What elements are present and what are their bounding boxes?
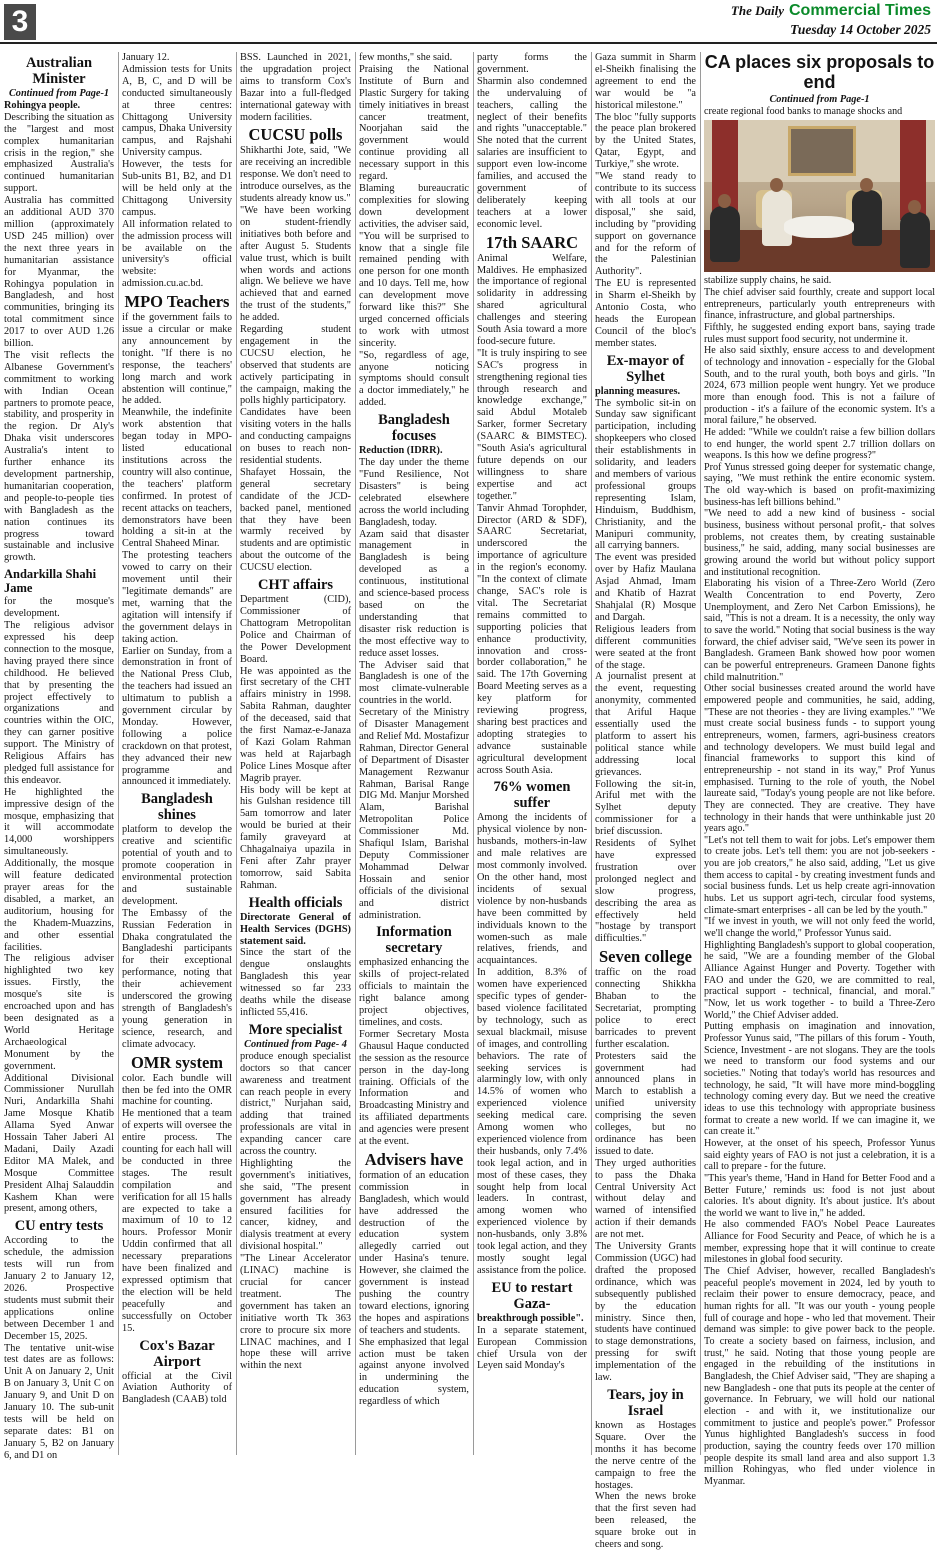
paragraph: Prof Yunus stressed going deeper for systematic change, saying, "We must rethink the entire economic system. The old way-which is based on profit-maximizing business-has left billions behind."	[704, 461, 935, 508]
column-3	[240, 52, 351, 1457]
paragraph: Highlighting the government's initiatives, she said, "The present government has already ensured facilities for cancer, kidney, and dialysis treatment at every divisional hospital."	[240, 1157, 351, 1253]
paragraph: if the government fails to issue a circular or make any announcement by tonight. "If there is no response, the teachers' long march and work abstention will continue," he added.	[122, 312, 232, 407]
paragraph: party forms the government.	[477, 52, 587, 75]
paragraph: The Adviser said that Bangladesh is one of the most climate-vulnerable countries in the world.	[359, 659, 469, 707]
column-2	[122, 52, 232, 1457]
paragraph: Rohingya people.	[4, 99, 81, 111]
paper-brand: Commercial Times	[789, 2, 931, 19]
headline-advisers-have: Advisers have	[364, 1149, 464, 1169]
page-number-badge: 3	[4, 4, 36, 40]
headline-health-officials: Health officials	[248, 894, 343, 911]
paragraph: planning measures.	[595, 385, 681, 397]
paragraph: "If we invest in youth, we will not only feed the world, we'll change the world," Professor Yunus said.	[704, 916, 935, 940]
paragraph: Sharmin also condemned the undervaluing of teachers, calling the neglect of their benefits and rights "unacceptable." She noted that the current salaries are insufficient to support even low-income families, and accused the government of deliberately keeping teachers at a lower economic level.	[477, 75, 587, 230]
column-divider	[355, 52, 356, 1455]
paragraph: The protesting teachers vowed to carry on their movement until their "legitimate demands" are met, warning that the agitation will intensify if the government delays in taking action.	[122, 550, 232, 645]
paragraph: Australia has committed an additional AUD 370 million (approximately USD 245 million) over the next three years in humanitarian assistance for Myanmar, the Rohingya population in Bangladesh, and host communities, bringing its total commitment since 2017 to over AUD 1.26 billion.	[4, 195, 114, 350]
headline-seven-college: Seven college	[598, 947, 692, 967]
column-7-lead-story	[704, 52, 935, 1487]
paragraph: He also said sixthly, ensure access to and development of technology and innovation - especially for the Global South, and to the rural youth, both boys and girls. "In 2024, 673 million people went hungry. Yet we produce more than enough food. This is not a failure of production - it's a failure of the economic system. It's a moral failure," he observed.	[704, 345, 935, 427]
paragraph: He was appointed as the first secretary of the CHT affairs ministry in 1998. Sabita Rahman, daughter of the deceased, said that the first Namaz-e-Janaza of Kazi Golam Rahman was held at Rajarbagh Police Lines Mosque after Magrib prayer.	[240, 665, 351, 784]
continued-note: Continued from Page- 4	[244, 1038, 347, 1050]
paragraph: Fifthly, he suggested ending export bans, saying trade rules must support food security, not undermine it.	[704, 321, 935, 345]
headline-ex-mayor-of-sylhet: Ex-mayor of Sylhet	[606, 352, 685, 385]
paragraph: known as Hostages Square. Over the months it has become the nerve centre of the campaign to free the hostages.	[595, 1419, 696, 1491]
paragraph: Shikharthi Jote, said, "We are receiving an incredible response. We don't need to introduce ourselves, as the students already know us."	[240, 145, 351, 205]
paragraph: Elaborating his vision of a Three-Zero World (Zero Wealth Concentration to end Poverty, Zero Unemployment, and Zero Net Carbon Emissions), he said, "This is not a dream. It is a necessity, the only way to save the world." Noting that social business is the way forward, the chief adviser said, "We've seen its power in Bangladesh. Grameen Bank showed how poor women can be powerful entrepreneurs. Grameen Danone fights child malnutrition."	[704, 578, 935, 683]
paragraph: According to the schedule, the admission tests will run from January 2 to January 12, 2026. Prospective students must submit their applications online between December 1 and December 15, 2025.	[4, 1235, 114, 1342]
column-4	[359, 52, 469, 1457]
paragraph: In addition, 8.3% of women have experienced specific types of gender-based violence facilitated by technology, such as sexual blackmail, misuse of images, and controlling behaviors. The rate of seeking services is alarmingly low, with only 14.5% of women who experienced violence seeking medical care. Among women who experienced violence from their husbands, only 7.4% took legal action, and in most of these cases, they sought help from local leaders. In contrast, among women who experienced violence by non-husbands, only 3.8% took legal action, and they mostly sought legal assistance from the police.	[477, 967, 587, 1276]
paragraph: breakthrough possible".	[477, 1312, 584, 1324]
paragraph: He highlighted the impressive design of the mosque, emphasizing that it will accommodate 14,000 worshippers simultaneously. Additionally, the mosque will feature dedicated prayer areas for the disabled, a market, an auditorium, housing for the Khadem-Muazzins, and other essential facilities.	[4, 786, 114, 953]
paragraph: She emphasized that legal action must be taken against anyone involved in undermining the education system, regardless of which	[359, 1336, 469, 1408]
paragraph: The religious adviser highlighted two key issues. Firstly, the mosque's site is encroached upon and has been designated as a World Heritage Archaeological Monument by the government.	[4, 953, 114, 1072]
headline-cucsu-polls: CUCSU polls	[248, 125, 343, 145]
headline-andarkilla: Andarkilla Shahi Jame	[4, 567, 97, 596]
paragraph: He also commended FAO's Nobel Peace Laureates Alliance for Food Security and Peace, of which he is a member, expressing hope that it will continue to create milestones in global food security.	[704, 1219, 935, 1266]
paragraph: The visit reflects the Albanese Government's commitment to working with Indian Ocean partners to promote peace, stability, and prosperity in the region. Dr Aly's Dhaka visit underscores Australia's intent to further enhance its development partnership, humanitarian cooperation, and people-to-people ties with Bangladesh as the nation continues its progress toward sustainable and inclusive growth.	[4, 349, 114, 564]
masthead	[0, 0, 937, 44]
paragraph: The EU is represented in Sharm el-Sheikh by Antonio Costa, who heads the European Council of the bloc's member states.	[595, 278, 696, 349]
paper-name	[731, 3, 931, 19]
paragraph: Praising the National Institute of Burn and Plastic Surgery for taking timely initiatives in breast cancer treatment, Noorjahan said the government would continue providing all necessary support in this regard.	[359, 63, 469, 183]
paragraph: A journalist present at the event, requesting anonymity, commented that Ariful Haque essentially used the platform to assert his political stance while addressing local grievances.	[595, 671, 696, 778]
paragraph: create regional food banks to manage shocks and	[704, 105, 903, 117]
headline-bangladesh-shines: Bangladesh shines	[141, 791, 213, 824]
column-divider	[591, 52, 592, 1455]
paragraph: The tentative unit-wise test dates are as follows: Unit A on January 2, Unit B on January 3, Unit C on January 9, and Unit D on January 10. The sub-unit tests will be held on separate dates: B1 on January 5, B2 on January 6, and D1 on	[4, 1342, 114, 1461]
paragraph: Department (CID), Commissioner of Chattogram Metropolitan Police and Chairman of the Power Development Board.	[240, 594, 351, 665]
paragraph: Earlier on Sunday, from a demonstration in front of the National Press Club, the teachers had issued an ultimatum to publish a government circular by Monday. However, following a police crackdown on that protest, they advanced their new programme and announced it immediately.	[122, 645, 232, 788]
column-divider	[118, 52, 119, 1455]
paragraph: produce enough specialist doctors so that cancer awareness and treatment can reach people in every district," Nurjahan said, adding that trained professionals are vital in expanding cancer care across the country.	[240, 1050, 351, 1158]
paragraph: In a separate statement, European Commission chief Ursula von der Leyen said Monday's	[477, 1324, 587, 1372]
paragraph: Describing the situation as the "largest and most complex humanitarian crisis in the region," she emphasized Australia's continued humanitarian support.	[4, 111, 114, 195]
paragraph: Religious leaders from different communities were seated at the front of the stage.	[595, 623, 696, 671]
headline-17th-saarc: 17th SAARC	[485, 232, 579, 252]
paragraph: The Embassy of the Russian Federation in Dhaka congratulated the Bangladeshi participants for their exceptional performance, noting that their achievement underscored the growing strength of Bangladesh's young generation in science, research, and climate advocacy.	[122, 907, 232, 1050]
paragraph: "We stand ready to contribute to its success with all tools at our disposal," she said, including by "providing support on governance and for the reform of the Palestinian Authority".	[595, 171, 696, 278]
paragraph: "Let's not tell them to wait for jobs. Let's empower them to create jobs. Let's tell them: you are not job-seekers - you are job creators," he also said, adding, "Let us give them access to capital - by creating investment funds and social business funds. Let us help create agri-innovation hubs. Let us support agri-tech, circular food systems, climate-smart enterprises - all can be led by the youth."	[704, 834, 935, 916]
headline-ca-places-six-proposals: CA places six proposals to end	[704, 52, 935, 92]
paragraph: The University Grants Commission (UGC) had drafted the proposed ordinance, which was subsequently published by the education ministry. Since then, students have continued to stage demonstrations, pressing for swift implementation of the law.	[595, 1241, 696, 1384]
paragraph: When the news broke that the first seven had been released, the square broke out in cheers and song.	[595, 1491, 696, 1551]
headline-mpo-teachers: MPO Teachers	[124, 292, 230, 312]
paragraph: Admission tests for Units A, B, C, and D will be conducted simultaneously at three centres: Chittagong University campus, Dhaka University campus, and Rajshahi University campus.	[122, 63, 232, 159]
headline-information-secretary: Information secretary	[376, 924, 452, 957]
paragraph: color. Each bundle will then be fed into the OMR machine for counting.	[122, 1072, 232, 1108]
headline-australian-minister: Australian Minister	[25, 55, 93, 87]
headline-bangladesh-focuses: Bangladesh focuses	[378, 412, 450, 445]
column-6	[595, 52, 696, 1551]
headline-coxs-bazar-airport: Cox's Bazar Airport	[139, 1337, 215, 1370]
paragraph: stabilize supply chains, he said.	[704, 275, 832, 287]
paragraph: Regarding student engagement in the CUCSU election, he observed that students are actively participating in the campaign, making the polls highly participatory.	[240, 324, 351, 407]
paragraph: Gaza summit in Sharm el-Sheikh finalising the agreement to end the war would be "a historical milestone."	[595, 52, 696, 111]
paragraph: traffic on the road connecting Shikkha Bhaban to the Secretariat, prompting police to erect barricades to prevent further escalation.	[595, 967, 696, 1050]
paragraph: The day under the theme "Fund Resilience, Not Disasters" is being celebrated elsewhere across the world including Bangladesh, today.	[359, 457, 469, 528]
paragraph: The event was presided over by Hafiz Maulana Asjad Ahmad, Imam and Khatib of Hazrat Shahjalal (R) Mosque and Dargah.	[595, 552, 696, 623]
paper-name-prefix: The Daily	[730, 3, 784, 18]
column-divider	[700, 52, 701, 1455]
paragraph: All information related to the admission process will be available on the university's official website: admission.cu.ac.bd.	[122, 218, 232, 290]
continued-note: Continued from Page-1	[769, 94, 870, 105]
paragraph: for the mosque's development.	[4, 596, 114, 620]
paragraph: They urged authorities to pass the Dhaka Central University Act without delay and warned of intensified action if their demands are not met.	[595, 1157, 696, 1241]
paragraph: Former Secretary Mosta Ghausul Haque conducted the session as the resource person in the day-long training. Officials of the Information and Broadcasting Ministry and its affiliated departments and agencies were present at the event.	[359, 1028, 469, 1148]
meeting-photo	[704, 120, 935, 272]
headline-cht-affairs: CHT affairs	[257, 577, 334, 594]
paragraph: emphasized enhancing the skills of project-related officials to maintain the right balance among project objectives, timelines, and costs.	[359, 957, 469, 1028]
paragraph: Putting emphasis on imagination and innovation, Professor Yunus said, "The pillars of this forum - Youth, Science, Investment - are not slogans. They are the tools we need to transform our food systems and our societies." Noting that today's world has resources and technology, he said, "It will have more mind-boggling technology coming every day. But we need the creative ideas to use this technology with appropriate business format to create a new world. If we can imagine it, we can create it."	[704, 1021, 935, 1138]
paragraph: The chief adviser said fourthly, create and support local entrepreneurs, particularly youth entrepreneurs with finance, infrastructure, and global partnerships.	[704, 286, 935, 322]
headline-more-specialist: More specialist	[248, 1021, 343, 1038]
paragraph: Following the sit-in, Ariful met with the Sylhet deputy commissioner for a brief discussion.	[595, 778, 696, 838]
paragraph: "So, regardless of age, anyone noticing symptoms should consult a doctor immediately," he added.	[359, 349, 469, 409]
paragraph: Meanwhile, the indefinite work abstention that began today in MPO-listed educational institutions across the country will also continue, the teachers' platform confirmed. In protest of recent attacks on teachers, demonstrators have been holding a sit-in at the Central Shaheed Minar.	[122, 407, 232, 550]
paragraph: "We need to add a new kind of business - social business, business without personal profit,- that solves problems, not creates them, by creating sustainable business," he said, adding, many social businesses are growing around the world but without policy support and institutional recognition.	[704, 508, 935, 578]
paragraph: Azam said that disaster management in Bangladesh is being developed as a continuous, institutional and science-based process based on the understanding that disaster risk reduction is the most effective way to reduce asset losses.	[359, 528, 469, 659]
paragraph: Among the incidents of physical violence by non-husbands, mothers-in-law and male relatives are most commonly involved. On the other hand, most incidents of sexual violence by non-husbands have been committed by individuals known to the women-such as male relatives, friends, and acquaintances.	[477, 812, 587, 967]
paragraph: "This year's theme, 'Hand in Hand for Better Food and a Better Future,' reminds us: food is not just about calories. It's about dignity. It's about justice. It's about the world we want to live in," he added.	[704, 1172, 935, 1219]
paragraph: Shafayet Hossain, the general secretary candidate of the JCD-backed panel, mentioned that they have been warmly received by students and are optimistic about the outcome of the CUCSU election.	[240, 466, 351, 574]
paragraph: He mentioned that a team of experts will oversee the entire process. The counting for each hall will be conducted in three stages. The result compilation and verification for all 15 halls are expected to take a maximum of 10 to 12 hours. Professor Monir Uddin confirmed that all necessary preparations have been finalized and expressed optimism that the election will be held peacefully and successfully on October 15.	[122, 1108, 232, 1334]
paragraph: BSS. Launched in 2021, the upgradation project aims to transform Cox's Bazar into a full-fledged international gateway with modern facilities.	[240, 52, 351, 123]
paragraph: Highlighting Bangladesh's support to global cooperation, he said, "We are a founding member of the Global Alliance Against Hunger and Poverty. Together with FAO and under the G20, we are committed to real, practical support - technical, financial, and moral." "Now, let us work together - to build a Three-Zero World," the Chief Adviser added.	[704, 939, 935, 1021]
paragraph: The Chief Adviser, however, recalled Bangladesh's peaceful people's movement in 2024, led by youth to reclaim their power to ensure democracy, peace, and human rights for all. "It was our youth - young people full of courage and hope - who led that movement. Their demand was simple: to give power back to the people. To create a society based on fairness, inclusion, and trust," he said. Noting that those young people are engaged in the rebuilding of the institutions in Bangladesh, the Chief Adviser said, "They are shaping a new Bangladesh - one that puts its people at the center of governance. In February, we will hold our national election - and with it, we institutionalize our commitment to justice and people's power." Professor Yunus highlighted Bangladesh's success in food production, saying the country feeds over 170 million people despite its small land area and also support 1.3 million Rohingyas, who fled under violence in Myanmar.	[704, 1266, 935, 1487]
paragraph: The symbolic sit-in on Sunday saw significant participation, including shopkeepers who closed their establishments in solidarity, and leaders and members of various professional groups representing Islam, Hinduism, Buddhism, Christianity, and the Manipuri community, all carrying banners.	[595, 397, 696, 552]
paragraph: The bloc "fully supports the peace plan brokered by the United States, Qatar, Egypt, and Turkiye," she wrote.	[595, 111, 696, 171]
headline-cu-entry-tests: CU entry tests	[14, 1218, 104, 1235]
paragraph: "The Linear Accelerator (LINAC) machine is crucial for cancer treatment. The government has taken an initiative worth Tk 363 crore to procure six more LINAC machines, and I hope these will arrive within the next	[240, 1253, 351, 1372]
paragraph: Since the start of the dengue onslaughts Bangladesh this year witnessed so far 233 deaths while the disease inflicted 55,416.	[240, 947, 351, 1018]
paragraph: Additional Divisional Commissioner Nurullah Nuri, Andarkilla Shahi Jame Mosque Khatib Allama Syed Anwar Hossain Taher Jaberi Al Madani, Daily Azadi Editor MA Malek, and Mosque Committee President Alhaj Salauddin Kashem Khan were present, among others,	[4, 1072, 114, 1215]
headline-omr-system: OMR system	[130, 1052, 224, 1072]
paragraph: Reduction (IDRR).	[359, 445, 443, 457]
paragraph: Blaming bureaucratic complexities for slowing down development activities, the adviser said, "You will be surprised to know that a single file remained pending with one person for one month and 10 days. Tell me, how can development move forward like this?" She urged concerned officials to work with utmost sincerity.	[359, 182, 469, 349]
paragraph: formation of an education commission in Bangladesh, which would have addressed the destruction of the education system allegedly carried out under Hasina's tenure. However, she claimed the government is instead pushing the country toward elections, ignoring the hopes and aspirations of teachers and students.	[359, 1169, 469, 1336]
paragraph: "It is truly inspiring to see SAC's progress in strengthening regional ties through research and knowledge exchange," said Abdul Motaleb Sarker, former Secretary (SAARC & BIMSTEC). "South Asia's agricultural future depends on our willingness to share expertise and act together."	[477, 347, 587, 502]
paragraph: "We have been working on student-friendly initiatives both before and after August 5. Students value trust, which is built when words and actions align. We believe we have achieved that and earned the trust of the students," he added.	[240, 204, 351, 324]
paragraph: Tanvir Ahmad Torophder, Director (ARD & SDF), SAARC Secretariat, underscored the importance of agriculture in the region's economy. "In the context of climate change, SAC's role is vital. The Secretariat remains committed to supporting policies that enhance productivity, innovation and cross-border collaboration," he said. The 17th Governing Board Meeting serves as a key platform for reviewing progress, sharing best practices and adopting strategies to advance sustainable agricultural development across South Asia.	[477, 502, 587, 776]
wall-painting	[788, 126, 856, 176]
paragraph: Animal Welfare, Maldives. He emphasized the importance of regional solidarity in addressing shared agricultural challenges and steering South Asia toward a more food-secure future.	[477, 252, 587, 347]
paragraph: He added: "While we couldn't raise a few billion dollars to end hunger, the world spent 2.7 trillion dollars on weapons. Is this how we define progress?"	[704, 426, 935, 462]
paragraph: January 12.	[122, 52, 170, 63]
paragraph: platform to develop the creative and scientific potential of youth and to promote cooperation in environmental protection and sustainable development.	[122, 824, 232, 907]
headline-76-women-suffer: 76% women suffer	[493, 779, 571, 812]
paragraph: However, at the onset of his speech, Professor Yunus said eighty years of FAO is not just a celebration, it is a call to prepare - for the future.	[704, 1137, 935, 1173]
issue-date: Tuesday 14 October 2025	[790, 22, 931, 37]
headline-eu-to-restart-gaza: EU to restart Gaza-	[491, 1279, 573, 1312]
paragraph: Residents of Sylhet have expressed frustration over prolonged neglect and slow progress, describing the area as effectively held "hostage by transport difficulties."	[595, 838, 696, 945]
column-divider	[236, 52, 237, 1455]
column-1	[4, 52, 114, 1461]
paragraph: Other social businesses created around the world have empowered people and communities, he said, adding, "These are not theories - they are living examples." "We must create social business funds - to support young entrepreneurs, women, farmers, agri-business creators and technology developers. We must build legal and financial frameworks to support this kind of entrepreneurship - not stand in its way," Prof Yunus emphasised. Turning to the role of youth, the Nobel laureate said, "Today's young people are not like before. They are connected. They are creative. They have technology in their hands that were unthinkable just 20 years ago."	[704, 683, 935, 835]
paragraph: Protesters said the government had announced plans in March to establish a unified university comprising the seven colleges, but no ordinance has been issued to date.	[595, 1050, 696, 1157]
headline-tears-joy-in-israel: Tears, joy in Israel	[607, 1386, 684, 1419]
paragraph: few months," she said.	[359, 52, 453, 63]
continued-note: Continued from Page-1	[8, 88, 110, 99]
paragraph: His body will be kept at his Gulshan residence till 5am tomorrow and later would be buried at their family graveyard at Chhagalnaiya upazila in Feni after Zahr prayer tomorrow, said Sabita Rahman.	[240, 784, 351, 891]
paragraph: Candidates have been visiting voters in the halls and conducting campaigns on buses to reach non-residential students.	[240, 407, 351, 466]
paragraph: official at the Civil Aviation Authority of Bangladesh (CAAB) told	[122, 1370, 232, 1406]
paragraph: Directorate General of Health Services (DGHS) statement said.	[240, 911, 351, 947]
column-5	[477, 52, 587, 1457]
paragraph: Secretary of the Ministry of Disaster Management and Relief Md. Mostafizur Rahman, Director General of Department of Disaster Management Rezwanur Rahman, Barisal Range DIG Md. Manjur Morshed Alam, Barishal Metropolitan Police Commissioner Md. Shafiqul Islam, Barishal Deputy Commissioner Mohammad Delwar Hossain and senior officials of the divisional and district administration.	[359, 707, 469, 921]
column-divider	[473, 52, 474, 1455]
paragraph: The religious advisor expressed his deep connection to the mosque, having prayed there since childhood. He believed that by presenting the project effectively to organizations and countries within the OIC, they can garner positive support. The Ministry of Religious Affairs has pledged full assistance for this endeavor.	[4, 620, 114, 786]
masthead-rule	[0, 42, 937, 44]
paragraph: However, the tests for Sub-units B1, B2, and D1 will be held only at the Chittagong University campus.	[122, 159, 232, 218]
